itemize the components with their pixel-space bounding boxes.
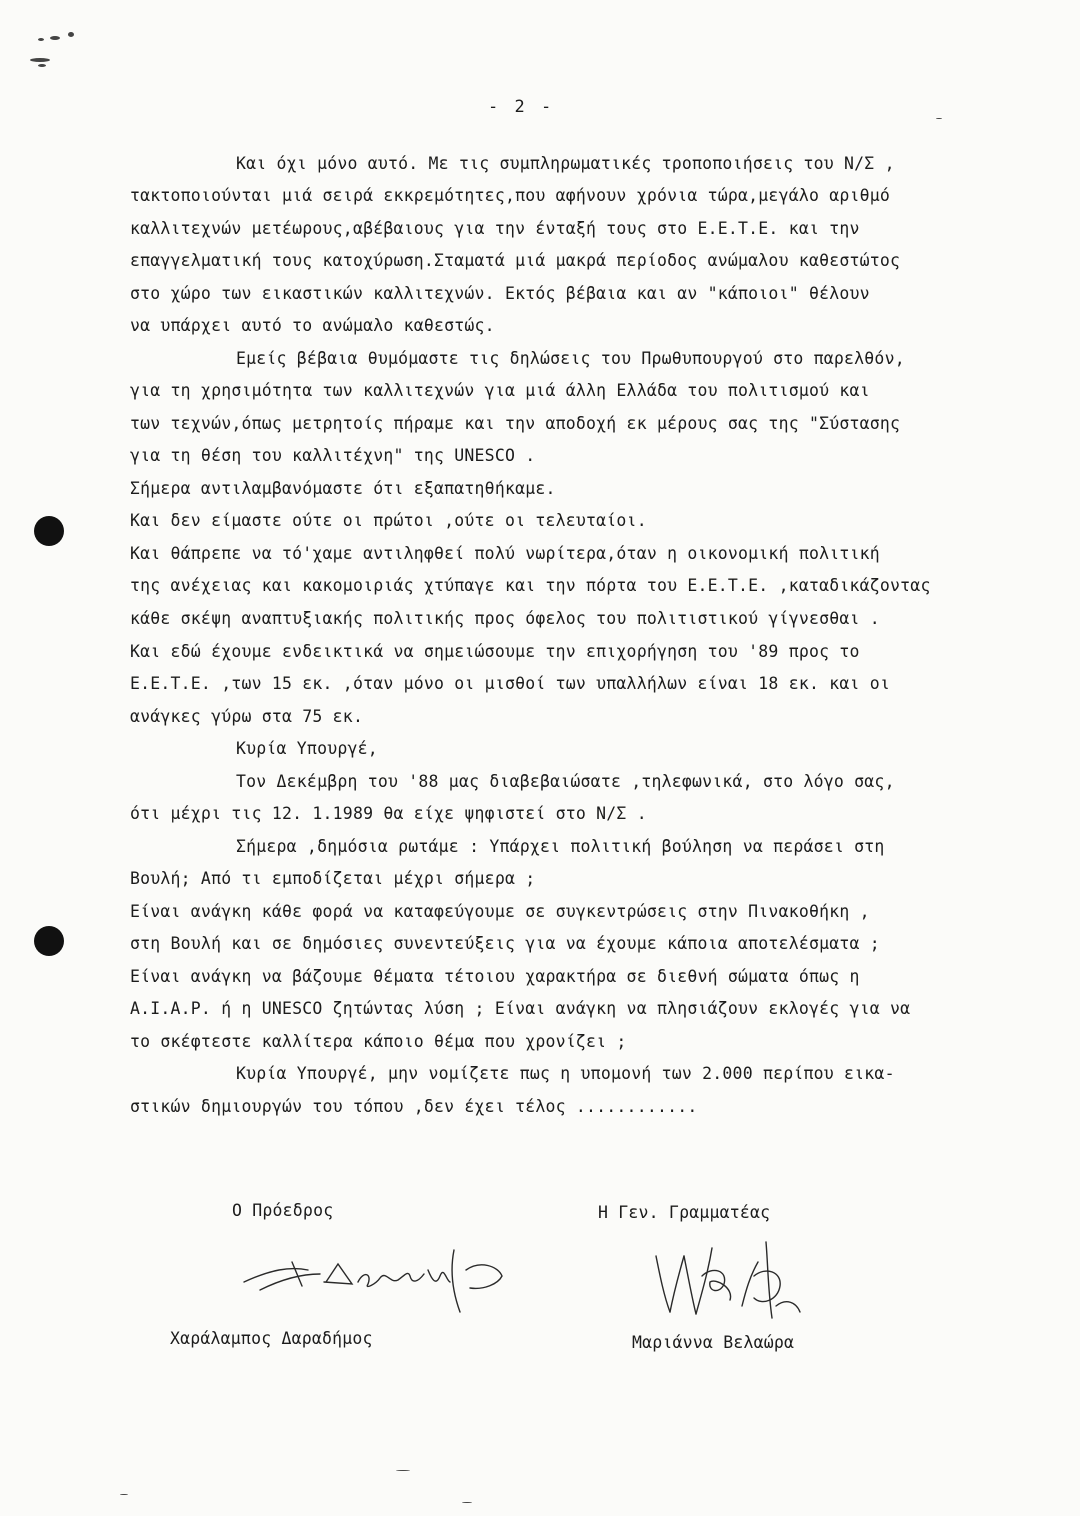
body-line: για τη θέση του καλλιτέχνη" της UNESCO . — [130, 446, 536, 465]
signature-right-name: Μαριάννα Βελαώρα — [632, 1333, 795, 1352]
body-line: να υπάρχει αυτό το ανώμαλο καθεστώς. — [130, 316, 495, 335]
scan-speck — [38, 38, 44, 41]
scan-speck — [68, 32, 74, 37]
body-line: το σκέφτεστε καλλίτερα κάποιο θέμα που χρονίζει ; — [130, 1032, 627, 1051]
scan-speck — [50, 36, 60, 40]
body-line: Α.Ι.Α.Ρ. ή η UNESCO ζητώντας λύση ; Είναι ανάγκη να πλησιάζουν εκλογές για να — [130, 999, 911, 1018]
body-line: της ανέχειας και κακομοιριάς χτύπαγε και την πόρτα του Ε.Ε.Τ.Ε. ,καταδικάζοντας — [130, 576, 931, 595]
scan-speck — [38, 64, 46, 67]
scan-speck — [120, 1494, 128, 1495]
body-line: Σήμερα ,δημόσια ρωτάμε : Υπάρχει πολιτική βούληση να περάσει στη — [236, 837, 885, 856]
punch-hole — [34, 926, 64, 956]
body-line: Και όχι μόνο αυτό. Με τις συμπληρωματικές τροποποιήσεις του Ν/Σ , — [236, 154, 895, 173]
body-line: ανάγκες γύρω στα 75 εκ. — [130, 707, 364, 726]
body-line: Κυρία Υπουργέ, μην νομίζετε πως η υπομονή των 2.000 περίπου εικα- — [236, 1064, 895, 1083]
body-line: Τον Δεκέμβρη του '88 μας διαβεβαιώσατε ,τηλεφωνικά, στο λόγο σας, — [236, 772, 895, 791]
body-line: Είναι ανάγκη να βάζουμε θέματα τέτοιου χαρακτήρα σε διεθνή σώματα όπως η — [130, 967, 860, 986]
scan-speck — [936, 118, 942, 119]
signature-left-name: Χαράλαμπος Δαραδήμος — [170, 1329, 373, 1348]
body-line: επαγγελματική τους κατοχύρωση.Σταματά μιά μακρά περίοδος ανώμαλου καθεστώτος — [130, 251, 901, 270]
signature-right-title: Η Γεν. Γραμματέας — [598, 1203, 771, 1222]
body-line: στο χώρο των εικαστικών καλλιτεχνών. Εκτός βέβαια και αν "κάποιοι" θέλουν — [130, 284, 870, 303]
scan-speck — [462, 1502, 472, 1503]
scan-speck — [396, 1470, 410, 1471]
signature-left-title: Ο Πρόεδρος — [232, 1201, 334, 1220]
body-line: Και δεν είμαστε ούτε οι πρώτοι ,ούτε οι τελευταίοι. — [130, 511, 647, 530]
body-line: στικών δημιουργών του τόπου ,δεν έχει τέλος ............ — [130, 1097, 698, 1116]
body-line: Κυρία Υπουργέ, — [236, 739, 378, 758]
page-number: - 2 - — [488, 97, 555, 117]
punch-hole — [34, 516, 64, 546]
body-line: κάθε σκέψη αναπτυξιακής πολιτικής προς όφελος του πολιτιστικού γίγνεσθαι . — [130, 609, 880, 628]
body-line: καλλιτεχνών μετέωρους,αβέβαιους για την ένταξή τους στο Ε.Ε.Τ.Ε. και την — [130, 219, 860, 238]
body-line: Βουλή; Από τι εμποδίζεται μέχρι σήμερα ; — [130, 869, 536, 888]
body-line: Και θάπρεπε να τό'χαμε αντιληφθεί πολύ νωρίτερα,όταν η οικονομική πολιτική — [130, 544, 880, 563]
body-line: τακτοποιούνται μιά σειρά εκκρεμότητες,που αφήνουν χρόνια τώρα,μεγάλο αριθμό — [130, 186, 891, 205]
body-line: ότι μέχρι τις 12. 1.1989 θα είχε ψηφιστεί στο Ν/Σ . — [130, 804, 647, 823]
body-line: στη Βουλή και σε δημόσιες συνεντεύξεις για να έχουμε κάποια αποτελέσματα ; — [130, 934, 880, 953]
body-line: Ε.Ε.Τ.Ε. ,των 15 εκ. ,όταν μόνο οι μισθοί των υπαλλήλων είναι 18 εκ. και οι — [130, 674, 891, 693]
body-line: για τη χρησιμότητα των καλλιτεχνών για μιά άλλη Ελλάδα του πολιτισμού και — [130, 381, 870, 400]
body-line: Εμείς βέβαια θυμόμαστε τις δηλώσεις του Πρωθυπουργού στο παρελθόν, — [236, 349, 905, 368]
body-line: Σήμερα αντιλαμβανόμαστε ότι εξαπατηθήκαμε. — [130, 479, 556, 498]
body-line: Και εδώ έχουμε ενδεικτικά να σημειώσουμε την επιχορήγηση του '89 προς το — [130, 642, 860, 661]
signature-right-handwriting — [650, 1236, 810, 1326]
body-line: Είναι ανάγκη κάθε φορά να καταφεύγουμε σε συγκεντρώσεις στην Πινακοθήκη , — [130, 902, 870, 921]
body-line: των τεχνών,όπως μετρητοίς πήραμε και την αποδοχή εκ μέρους σας της "Σύστασης — [130, 414, 901, 433]
signature-left-handwriting — [240, 1240, 520, 1320]
scan-speck — [30, 58, 50, 62]
